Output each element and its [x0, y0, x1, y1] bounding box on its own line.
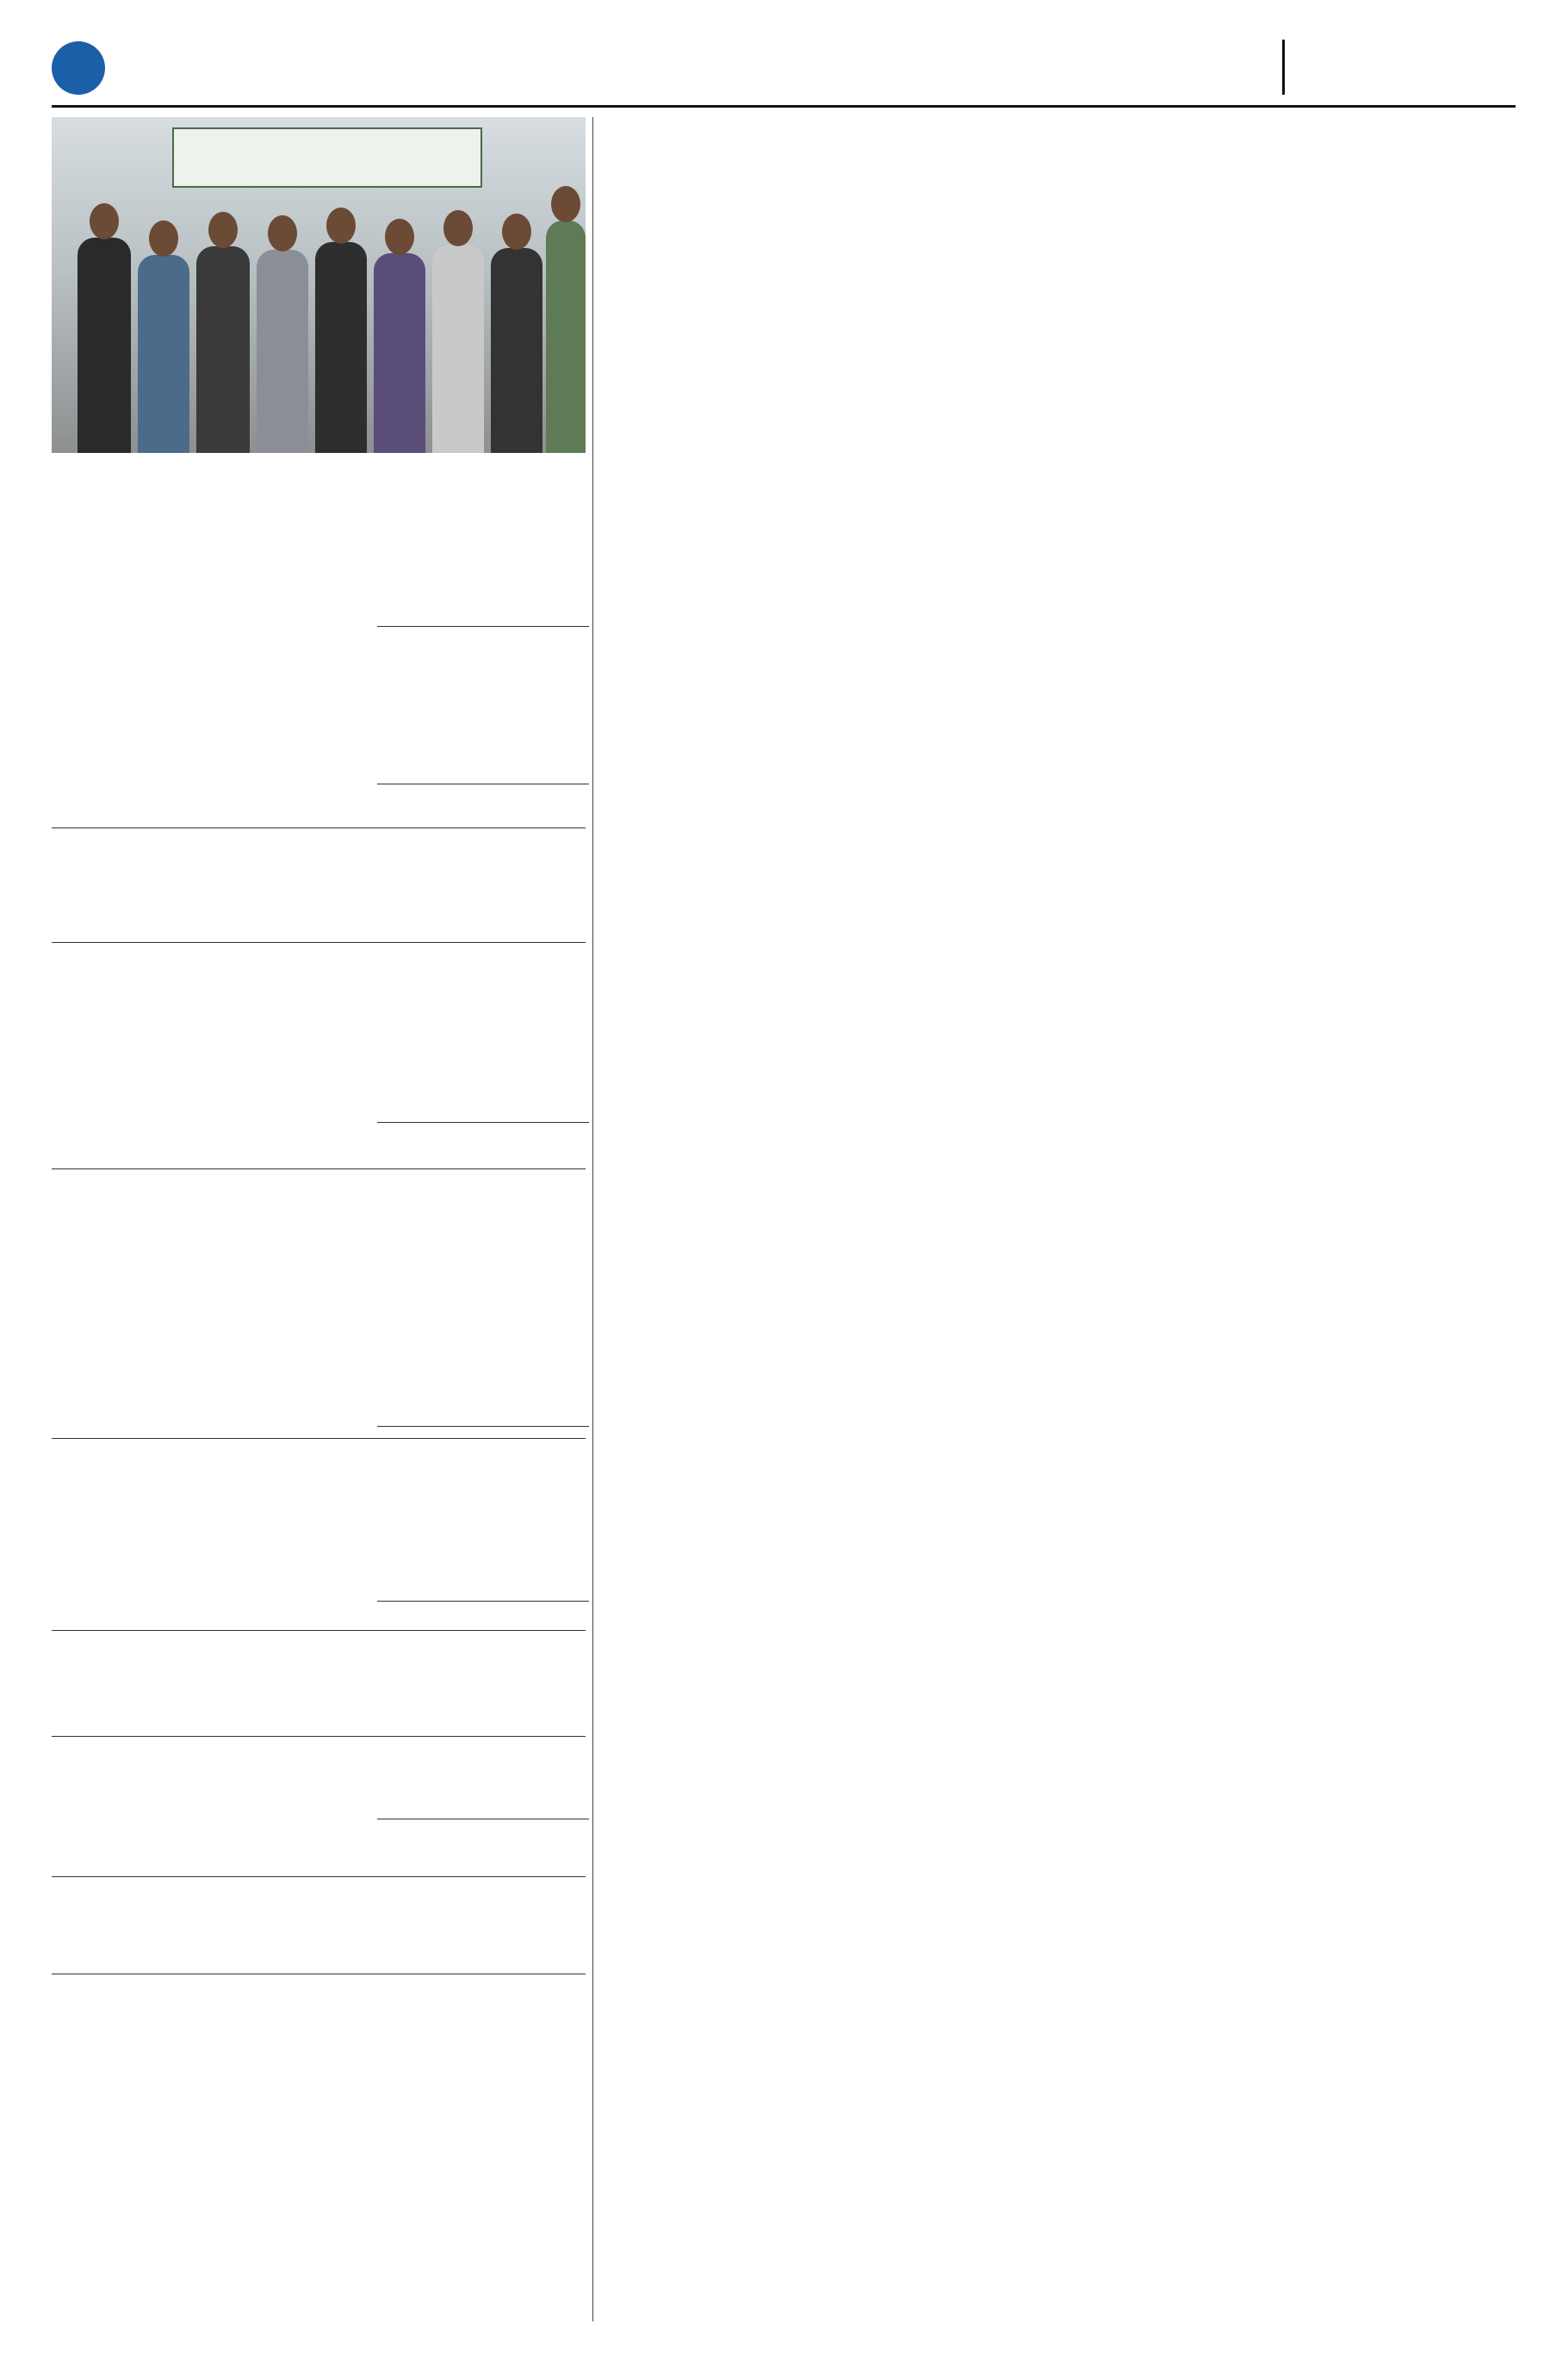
- article-body: [377, 1607, 589, 1813]
- masthead: [52, 34, 1516, 102]
- photo-person: [78, 238, 131, 453]
- article-body: [377, 1128, 589, 1421]
- article-body: [377, 337, 589, 621]
- photo-person: [257, 250, 308, 453]
- masthead-divider: [1282, 40, 1285, 95]
- column-divider: [592, 117, 593, 2321]
- photo-person: [196, 246, 250, 453]
- photo-person: [315, 242, 367, 453]
- newspaper-logo: [1299, 34, 1516, 98]
- page-number: [52, 41, 105, 95]
- masthead-rule: [52, 105, 1516, 108]
- article-body: [377, 1825, 589, 2066]
- photo-person: [138, 255, 189, 453]
- article-body: [377, 1432, 589, 1596]
- article-body: [377, 790, 589, 1117]
- article-body: [377, 632, 589, 778]
- photo-banner: [172, 127, 482, 188]
- column-2: [377, 332, 589, 2329]
